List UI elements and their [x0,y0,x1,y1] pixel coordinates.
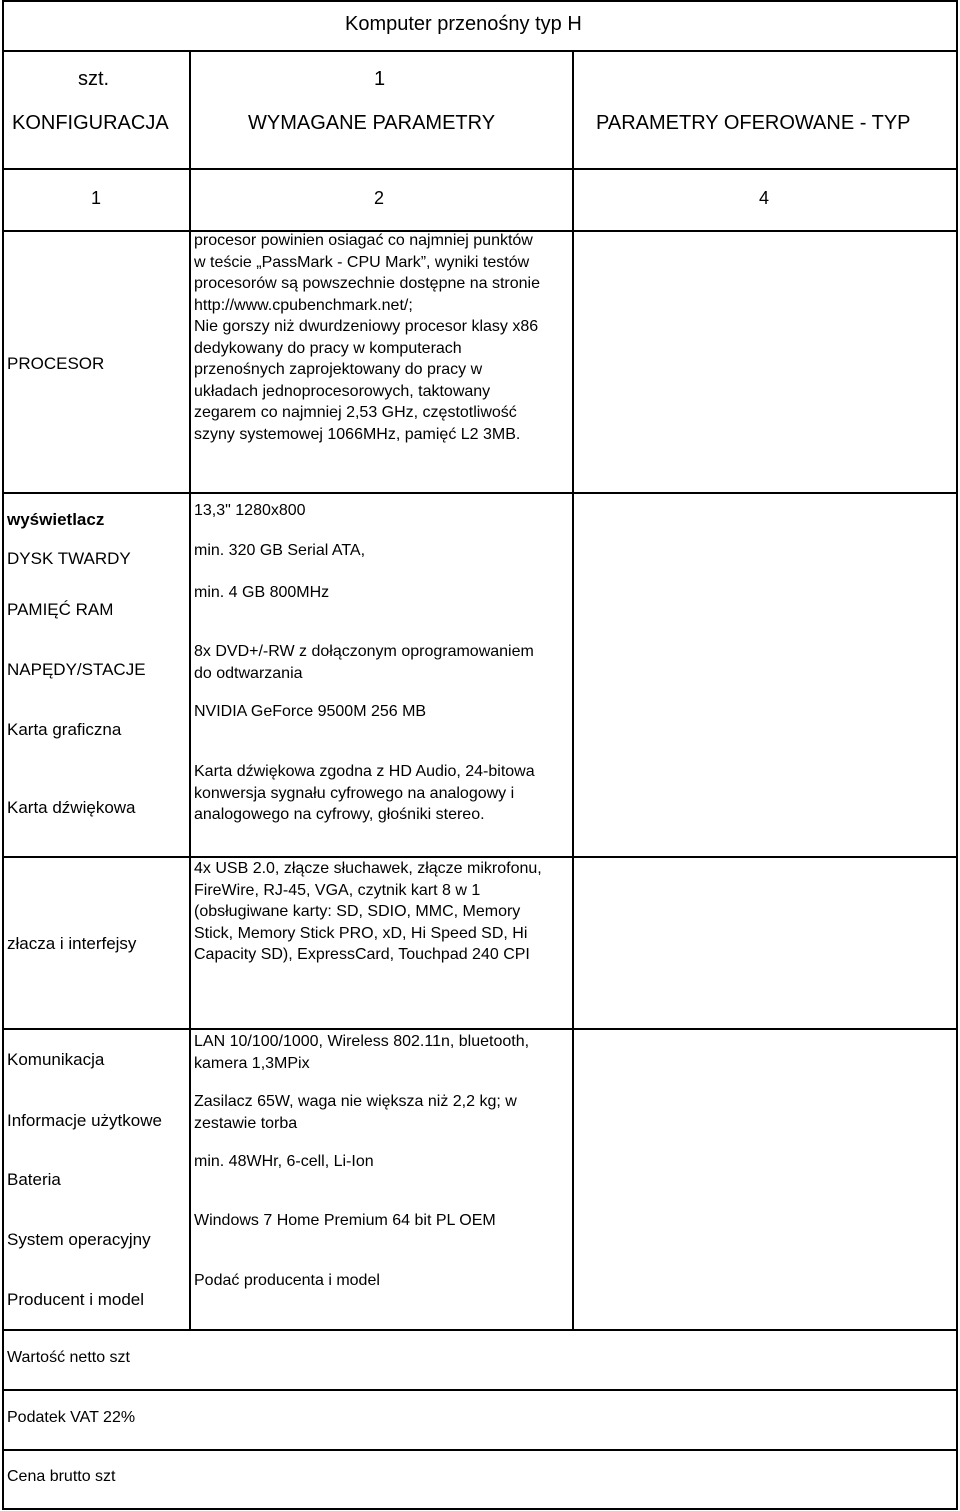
page-title: Komputer przenośny typ H [345,13,582,35]
text-line: przenośnych zaprojektowany do pracy w [194,361,483,378]
column-header-offered: PARAMETRY OFEROWANE - TYP [596,112,911,134]
vat-label: Podatek VAT 22% [7,1409,136,1426]
column-divider [572,50,574,1330]
row-label-battery: Bateria [7,1170,61,1189]
communication-value [194,1031,529,1074]
divider [2,1389,958,1391]
border-right [956,0,958,1510]
os-value: Windows 7 Home Premium 64 bit PL OEM [194,1212,496,1229]
row-label-usage-info: Informacje użytkowe [7,1111,162,1130]
text-line: 8x DVD+/-RW z dołączonym oprogramowaniem [194,643,534,660]
column-header-required: WYMAGANE PARAMETRY [248,112,496,134]
row-label-communication: Komunikacja [7,1050,105,1069]
row-label-drives: NAPĘDY/STACJE [7,660,146,679]
ports-value [194,858,542,966]
text-line: w teście „PassMark - CPU Mark”, wyniki testów [194,253,530,271]
row-label-sound: Karta dźwiękowa [7,798,136,817]
text-line: układach jednoprocesorowych, taktowany [194,382,491,400]
text-line: konwersja sygnału cyfrowego na analogowy i [194,784,515,802]
row-label-os: System operacyjny [7,1230,151,1249]
column-number-4: 4 [759,188,770,208]
text-line: LAN 10/100/1000, Wireless 802.11n, bluetooth, [194,1033,530,1050]
border-top [2,0,958,2]
text-line: do odtwarzania [194,664,303,682]
divider [2,1028,958,1030]
text-line: dedykowany do pracy w komputerach [194,339,462,357]
row-label-ports: złacza i interfejsy [7,934,137,953]
net-value-label: Wartość netto szt [7,1349,130,1366]
text-line: kamera 1,3MPix [194,1054,310,1072]
row-label-gpu: Karta graficzna [7,720,122,739]
divider [2,168,958,170]
row-label-ram: PAMIĘĆ RAM [7,600,114,619]
border-left [2,0,4,1510]
disk-value: min. 320 GB Serial ATA, [194,542,366,559]
row-label-processor: PROCESOR [7,354,105,373]
ram-value: min. 4 GB 800MHz [194,584,330,601]
row-label-disk: DYSK TWARDY [7,549,131,568]
column-number-1: 1 [91,188,102,208]
text-line: FireWire, RJ-45, VGA, czytnik kart 8 w 1 [194,881,481,899]
vendor-value: Podać producenta i model [194,1272,380,1289]
text-line: procesorów są powszechnie dostępne na stronie [194,275,540,292]
text-line: Karta dźwiękowa zgodna z HD Audio, 24-bitowa [194,763,535,780]
row-label-display: wyświetlacz [7,510,105,529]
text-line: zestawie torba [194,1114,298,1132]
gross-price-label: Cena brutto szt [7,1468,116,1485]
sound-value [194,761,535,826]
border-bottom [2,1508,958,1510]
text-line: (obsługiwane karty: SD, SDIO, MMC, Memory [194,903,521,920]
text-line: Zasilacz 65W, waga nie większa niż 2,2 kg; w [194,1093,517,1110]
divider [2,1449,958,1451]
divider [2,50,958,52]
text-line: 4x USB 2.0, złącze słuchawek, złącze mikrofonu, [194,860,542,877]
usage-info-value [194,1091,517,1134]
column-header-configuration: KONFIGURACJA [12,112,169,134]
text-line: szyny systemowej 1066MHz, pamięć L2 3MB. [194,425,521,443]
divider [2,492,958,494]
divider [2,1329,958,1331]
text-line: Capacity SD), ExpressCard, Touchpad 240 CPI [194,946,530,963]
gpu-value: NVIDIA GeForce 9500M 256 MB [194,703,427,720]
battery-value: min. 48WHr, 6-cell, Li-Ion [194,1153,374,1170]
column-number-2: 2 [374,188,385,208]
display-value: 13,3" 1280x800 [194,502,306,519]
text-line: procesor powinien osiagać co najmniej punktów [194,232,533,249]
text-line: analogowego na cyfrowy, głośniki stereo. [194,806,485,823]
column-divider [189,50,191,1330]
drives-value [194,641,534,684]
text-line: Stick, Memory Stick PRO, xD, Hi Speed SD, Hi [194,924,528,942]
row-label-vendor: Producent i model [7,1290,145,1309]
text-line: http://www.cpubenchmark.net/; [194,296,413,314]
quantity-label: szt. [78,68,110,90]
processor-requirements [194,230,570,445]
text-line: Nie gorszy niż dwurdzeniowy procesor klasy x86 [194,318,539,335]
quantity-value: 1 [374,68,386,90]
text-line: zegarem co najmniej 2,53 GHz, częstotliwość [194,404,517,421]
